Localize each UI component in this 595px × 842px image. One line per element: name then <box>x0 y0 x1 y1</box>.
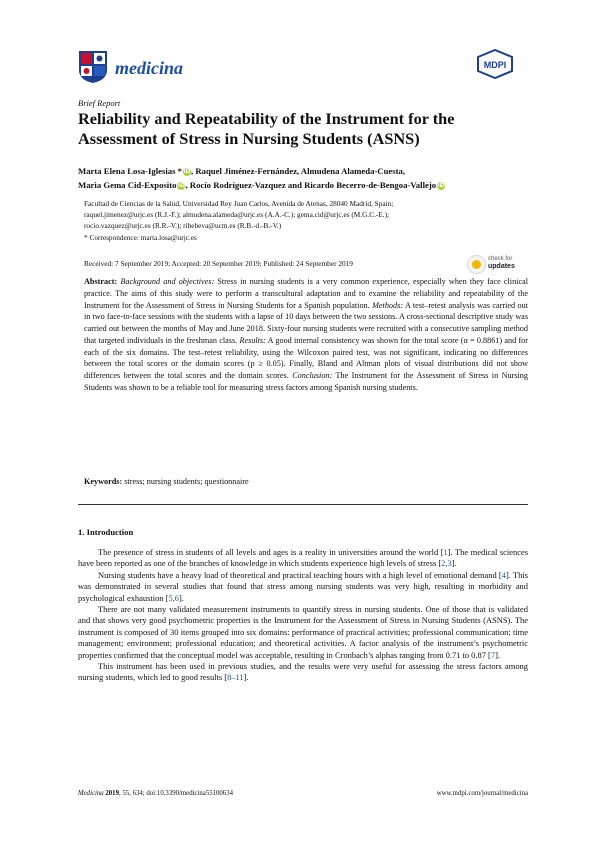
citation-link[interactable]: 8–11 <box>227 672 244 683</box>
footer-citation <box>78 790 233 797</box>
orcid-icon[interactable]: iD <box>183 168 191 175</box>
check-updates-line2: updates <box>488 263 515 270</box>
check-updates-icon <box>467 255 486 274</box>
paragraph <box>78 570 528 604</box>
abstract-background-text: Stress in nursing students is a very common experience, especially when they face clinical practice. The aims of this study were to perform a transcultural adaptation and to examine the reliability and repeatability of the Instrument for the Assessment of Stress in Nursing Students for a Spanish population. <box>84 277 528 310</box>
journal-logo <box>78 50 108 84</box>
check-for-updates-badge[interactable] <box>467 254 527 274</box>
paragraph-text: ]. This was demonstrated in several studies that found that stress among nursing students was very high, resulting in morbidity and psychological exhaustion [ <box>78 569 528 603</box>
keywords-text: stress; nursing students; questionnaire <box>122 477 249 486</box>
section-divider <box>78 504 528 505</box>
keywords-label: Keywords: <box>84 477 123 486</box>
citation-link[interactable]: 4 <box>501 569 506 580</box>
abstract-background-label: Background and objectives: <box>120 277 215 286</box>
citation-link[interactable]: 5,6 <box>168 592 179 603</box>
paper-title: Reliability and Repeatability of the Instrument for the Assessment of Stress in Nursing Students (ASNS) <box>78 109 455 148</box>
paragraph-text: ]. <box>495 649 500 660</box>
abstract-results-text: A good internal consistency was shown for the total score (α = 0.8861) and for each of the six domains. The test–retest reliability, using the Wilcoxon paired test, was not significant, indicating no differences between the total scores or the domain scores (p ≥ 0.05). Finally, Bland and Altman plots of visual distributions did not show differences between the total scores and the domain scores. <box>84 335 528 380</box>
author-3: Maria Gema Cid-Exposito <box>78 180 177 190</box>
paragraph-text: ]. <box>243 672 249 683</box>
paragraph <box>78 661 528 684</box>
paragraph-text: ]. The medical sciences have been reported as one of the branches of knowledge in which students experience high levels of stress [ <box>78 547 529 569</box>
author-2: , Raquel Jiménez-Fernández, Almudena Alameda-Cuesta, <box>191 166 406 176</box>
publication-dates: Received: 7 September 2019; Accepted: 20 September 2019; Published: 24 September 2019 <box>84 259 353 268</box>
affiliation-line: raquel.jimenez@urjc.es (R.J.-F.); almudena.alameda@urjc.es (A.A.-C.); gema.cid@urjc.es (M.G.C.-E.); <box>84 210 390 220</box>
abstract-label: Abstract: <box>84 277 118 286</box>
paragraph-text: ]. <box>451 558 457 569</box>
affiliation-line: Facultad de Ciencias de la Salud, Universidad Rey Juan Carlos, Avenida de Atenas, 28040 Madrid, Spain; <box>84 199 394 208</box>
paragraph-text: The presence of stress in students of all levels and ages is a reality in universities around the world [ <box>98 547 444 557</box>
footer-doi: , 55, 634; doi:10.3390/medicina55100634 <box>118 790 233 797</box>
orcid-icon[interactable]: iD <box>437 182 445 189</box>
journal-name: medicina <box>115 58 183 78</box>
orcid-icon[interactable]: iD <box>177 182 185 189</box>
footer-url[interactable]: www.mdpi.com/journal/medicina <box>436 790 528 797</box>
paragraph <box>78 604 528 661</box>
footer-year: 2019 <box>103 790 119 797</box>
abstract-conclusion-label: Conclusion: <box>292 371 333 380</box>
citation-link[interactable]: 7 <box>490 649 496 660</box>
paragraph-text: There are not many validated measurement instruments to quantify stress in nursing students. One of those that is validated and that shows very good psychometric properties is the Instrument for the Assessment of Stress in Nursing Students (ASNS). The instrument is composed of 30 items grouped into six domains: performance of practical activities; professional communication; time management; environment; professional education; and theoretical activities. A factor analysis of the instrument’s psychometric properties confirmed that the conceptual model was acceptable, resulting in Cronbach’s alphas ranging from 0.71 to 0.87 [ <box>78 604 528 660</box>
citation-link[interactable]: 1 <box>443 547 448 557</box>
affiliation-line: rocio.vazquez@urjc.es (R.R.-V.); ribebeva@ucm.es (R.B.-d.-B.-V.) <box>84 221 282 231</box>
abstract-methods-text: A test–retest analysis was carried out in two face-to-face sessions with the students with a lapse of 10 days between the two sessions. A cross-sectional descriptive study was carried out between the months of May and June 2018. Sixty-four nursing students were recruited with a consecutive sampling method that targeted individuals in the freshman class. <box>84 300 528 345</box>
citation-link[interactable]: 2,3 <box>441 558 452 569</box>
footer-journal: Medicina <box>78 790 104 797</box>
mdpi-logo-text: MDPI <box>483 60 507 70</box>
abstract-results-label: Results: <box>239 335 266 345</box>
affiliation-block <box>84 198 524 243</box>
abstract-conclusion-text: The Instrument for the Assessment of Stress in Nursing Students was shown to be a reliable tool for measuring stress factors among Spanish nursing students. <box>84 371 528 392</box>
section-heading: 1. Introduction <box>78 527 134 537</box>
abstract <box>84 276 528 394</box>
introduction-body <box>78 547 528 684</box>
check-updates-line1: check for <box>488 256 513 262</box>
paragraph-text: Nursing students have a heavy load of theoretical and practical teaching hours with a high level of emotional demand [ <box>98 569 502 580</box>
mdpi-logo <box>476 49 514 79</box>
keywords <box>84 477 528 486</box>
paragraph-text: ]. <box>179 592 184 603</box>
author-1: Marta Elena Losa-Iglesias * <box>78 166 183 176</box>
paragraph-text: This instrument has been used in previous studies, and the results were very useful for assessing the stress factors among nursing students, which led to good results [ <box>78 661 528 683</box>
article-type: Brief Report <box>78 98 121 108</box>
author-list <box>78 164 528 192</box>
paragraph <box>78 547 528 570</box>
correspondence-line: * Correspondence: marta.losa@urjc.es <box>84 232 197 242</box>
abstract-methods-label: Methods: <box>372 300 404 310</box>
author-4: , Rocío Rodríguez-Vazquez and Ricardo Becerro-de-Bengoa-Vallejo <box>185 180 437 190</box>
